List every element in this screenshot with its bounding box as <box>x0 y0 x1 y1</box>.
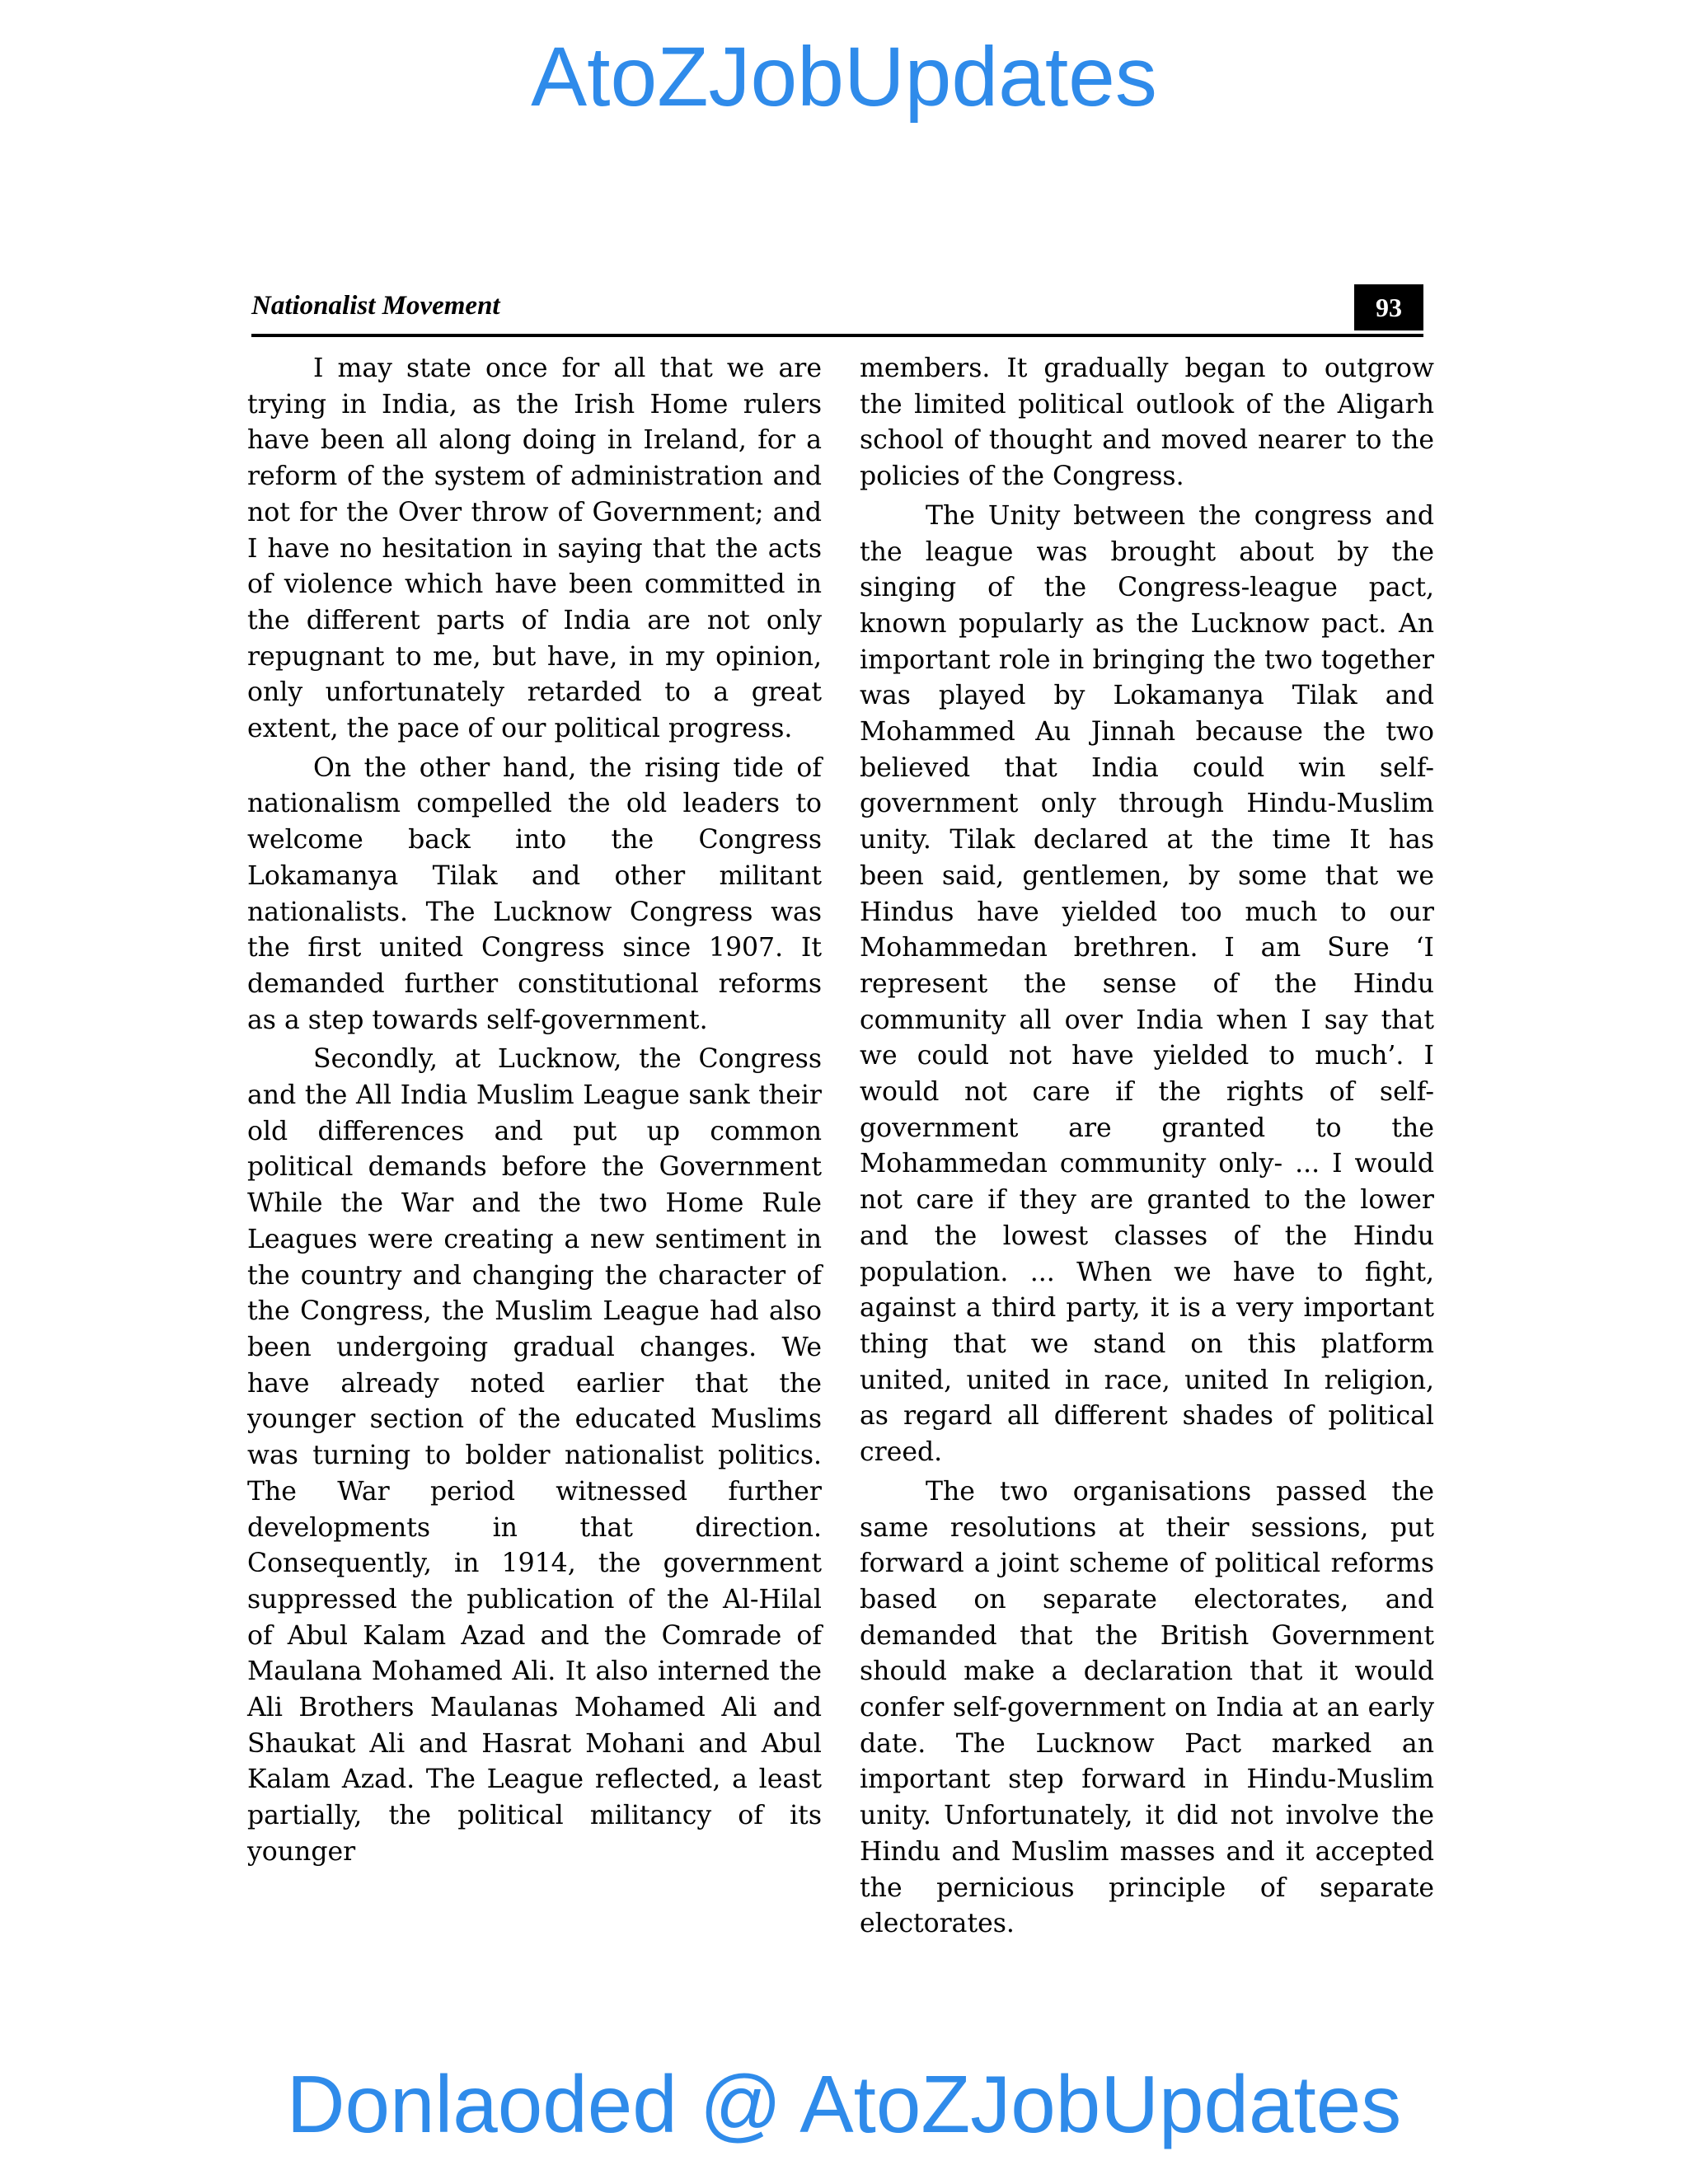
page-number: 93 <box>1354 284 1423 330</box>
watermark-top: AtoZJobUpdates <box>531 30 1157 124</box>
paragraph: The Unity between the congress and the league was brought about by the singing of the Congress-league pact, known popularly as the Lucknow pact. An important role in bringing the two together was played by Lokamanya Tilak and Mohammed Au Jinnah because the two believed that India could win self- government only through Hindu-Muslim unity. Tilak declared at the time It has been said, gentlemen, by some that we Hindus have yielded too much to our Mohammedan brethren. I am Sure ‘I represent the sense of the Hindu community all over India when I say that we could not have yielded to much’. I would not care if the rights of self- government are granted to the Mohammedan community only- ... I would not care if they are granted to the lower and the lowest classes of the Hindu population. ... When we have to fight, against a third party, it is a very important thing that we stand on this platform united, united in race, united In religion, as regard all different shades of political creed. <box>860 500 1434 1468</box>
paragraph: Secondly, at Lucknow, the Congress and the All India Muslim League sank their old differences and put up common political demands before the Government While the War and the two Home Rule Leagues were creating a new sentiment in the country and changing the character of the Congress, the Muslim League had also been undergoing gradual changes. We have already noted earlier that the younger section of the educated Muslims was turning to bolder nationalist politics. The War period witnessed further developments in that direction. Consequently, in 1914, the government suppressed the publication of the Al-Hilal of Abul Kalam Azad and the Comrade of Maulana Mohamed Ali. It also interned the Ali Brothers Maulanas Mohamed Ali and Shaukat Ali and Hasrat Mohani and Abul Kalam Azad. The League reflected, a least partially, the political militancy of its younger <box>247 1044 822 1867</box>
running-header-title: Nationalist Movement <box>251 291 500 321</box>
paragraph: On the other hand, the rising tide of nationalism compelled the old leaders to welcome back into the Congress Lokamanya Tilak and other militant nationalists. The Lucknow Congress was the first united Congress since 1907. It demanded further constitutional reforms as a step towards self-government. <box>247 752 822 1035</box>
paragraph: I may state once for all that we are trying in India, as the Irish Home rulers have been all along doing in Ireland, for a reform of the system of administration and not for the Over throw of Government; and I have no hesitation in saying that the acts of violence which have been committed in the different parts of India are not only repugnant to me, but have, in my opinion, only unfortunately retarded to a great extent, the pace of our political progress. <box>247 354 822 744</box>
watermark-bottom: Donlaoded @ AtoZJobUpdates <box>286 2059 1402 2149</box>
left-column <box>247 351 822 1874</box>
paragraph-continued: members. It gradually began to outgrow the limited political outlook of the Aligarh school of thought and moved nearer to the policies of the Congress. <box>860 354 1434 492</box>
right-column <box>860 351 1434 1946</box>
running-header <box>251 284 1423 337</box>
paragraph: The two organisations passed the same resolutions at their sessions, put forward a joint scheme of political reforms based on separate electorates, and demanded that the British Government should make a declaration that it would confer self-government on India at an early date. The Lucknow Pact marked an important step forward in Hindu-Muslim unity. Unfortunately, it did not involve the Hindu and Muslim masses and it accepted the pernicious principle of separate electorates. <box>860 1476 1434 1939</box>
